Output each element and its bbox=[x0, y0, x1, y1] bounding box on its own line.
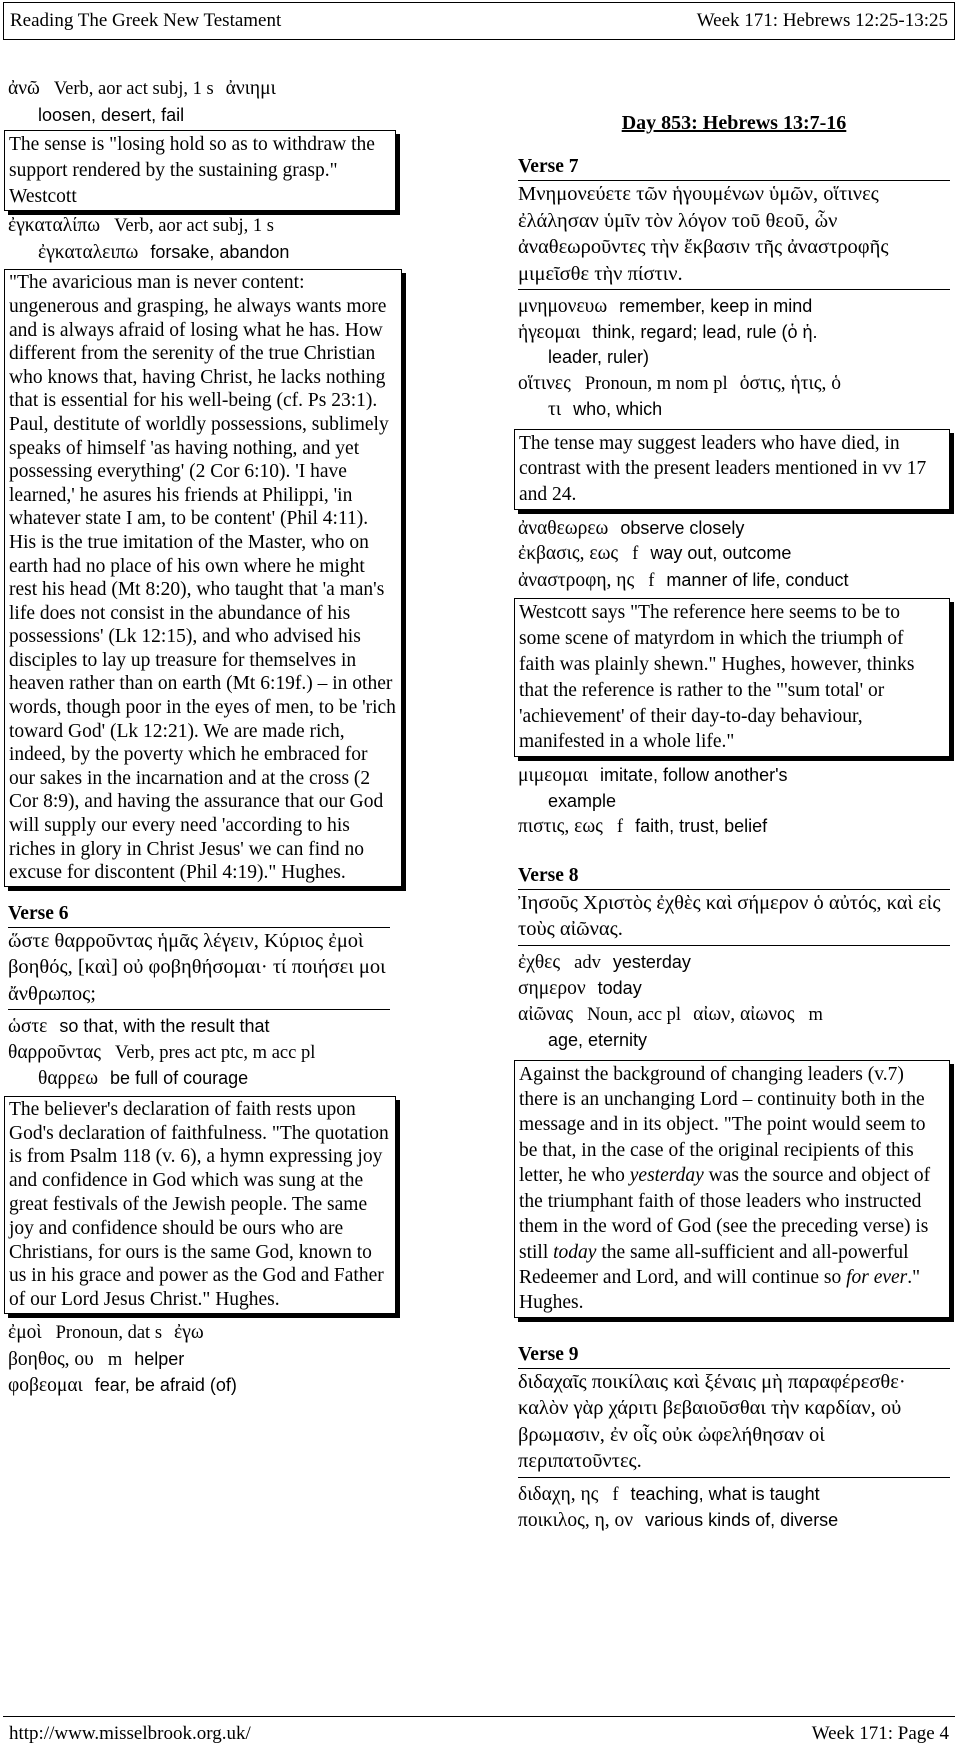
verse-6-greek-text: ὥστε θαρροῦντας ἡμᾶς λέγειν, Κύριος ἐμοὶ βοηθός, [καὶ] οὐ φοβηθήσομαι· τί ποιήσει μοι ἄνθρωπος; bbox=[8, 928, 390, 1011]
greek-word: οἵτινες bbox=[518, 372, 571, 394]
verse-9-heading: Verse 9 bbox=[518, 1342, 950, 1369]
gloss: so that, with the result that bbox=[59, 1016, 270, 1037]
page-number: Week 171: Page 4 bbox=[811, 1723, 949, 1744]
gloss: be full of courage bbox=[110, 1068, 249, 1089]
greek-word: ἐκβασις, εως bbox=[518, 543, 619, 565]
vocab-entry-anastrofh bbox=[518, 568, 950, 595]
vocab-entry-wste bbox=[8, 1014, 444, 1040]
commentary-note-westcott-hughes: Westcott says "The reference here seems to be to some scene of matyrdom in which the triumph of faith was plainly shewn." Hughes, however, thinks that the reference is rather to the "'sum total' or 'achievement' of their day-to-day behaviour, manifested in a whole life." bbox=[514, 598, 950, 757]
greek-word: ποικιλος, η, ον bbox=[518, 1510, 634, 1532]
verse-8-heading: Verse 8 bbox=[518, 863, 950, 890]
vocab-entry-poikilos bbox=[518, 1508, 950, 1534]
parsing: Noun, acc pl bbox=[587, 1004, 682, 1025]
greek-word: ἐγκαταλίπω bbox=[8, 215, 101, 237]
gloss: various kinds of, diverse bbox=[645, 1510, 839, 1531]
vocab-entry-exthes bbox=[518, 950, 950, 977]
gender: f bbox=[648, 570, 655, 591]
commentary-note-tense: The tense may suggest leaders who have died, in contrast with the present leaders mentioned in vv 17 and 24. bbox=[514, 429, 950, 510]
gloss: teaching, what is taught bbox=[630, 1483, 820, 1504]
greek-word: φοβεομαι bbox=[8, 1375, 83, 1396]
parsing: Verb, pres act ptc, m acc pl bbox=[115, 1042, 316, 1063]
vocab-entry-anatheorew bbox=[518, 516, 950, 542]
gloss: age, eternity bbox=[548, 1030, 648, 1051]
commentary-note-verse-8 bbox=[514, 1060, 950, 1318]
gloss: observe closely bbox=[620, 517, 745, 538]
greek-word: σημερον bbox=[518, 978, 586, 1000]
vocab-entry-aiwnas bbox=[518, 1002, 950, 1054]
gloss: loosen, desert, fail bbox=[38, 104, 185, 125]
greek-word: ἀναθεωρεω bbox=[518, 517, 609, 539]
page-header bbox=[3, 2, 955, 40]
verse-8-greek-text: Ἰησοῦς Χριστὸς ἐχθὲς καὶ σήμερον ὁ αὐτός, καὶ εἰς τοὺς αἰῶνας. bbox=[518, 890, 950, 946]
greek-word: ἡγεομαι bbox=[518, 321, 581, 343]
lexical-form: ὁστις, ἡτις, ὁ bbox=[739, 372, 842, 394]
greek-word: πιστις, εως bbox=[518, 816, 603, 838]
gloss-continued: example bbox=[548, 790, 617, 811]
gloss: helper bbox=[134, 1348, 185, 1369]
commentary-text-d: ." Hughes. bbox=[519, 1266, 921, 1314]
greek-word: ὡστε bbox=[8, 1016, 48, 1038]
greek-word: θαρροῦντας bbox=[8, 1041, 102, 1063]
greek-word: ἐχθες bbox=[518, 951, 561, 973]
lexical-form: ἐγκαταλειπω bbox=[38, 241, 139, 263]
greek-word: βοηθος, ου bbox=[8, 1348, 94, 1370]
gloss: fear, be afraid (of) bbox=[94, 1375, 237, 1395]
parsing: Pronoun, m nom pl bbox=[584, 373, 728, 394]
lexical-form: αἰων, αἰωνος bbox=[693, 1003, 795, 1025]
vocab-entry-didaxh bbox=[518, 1482, 950, 1509]
commentary-note-verse-6: The believer's declaration of faith rests upon God's declaration of faithfulness. "The quotation is from Psalm 118 (v. 6), a hymn expressing joy and confidence in God which was sung at the great festivals of the Jewish people. The same joy and confidence should be ours who are Christians, for ours is the same God, known to us in his grace and power as the God and Father of our Lord Jesus Christ." Hughes. bbox=[4, 1096, 396, 1314]
commentary-note-hughes bbox=[4, 269, 402, 886]
vocab-entry-hgeomai bbox=[518, 320, 950, 371]
verse-7-greek-text: Μνημονεύετε τῶν ἡγουμένων ὑμῶν, οἵτινες ἐλάλησαν ὑμῖν τὸν λόγον τοῦ θεοῦ, ὧν ἀναθεωροῦντες τὴν ἔκβασιν τῆς ἀναστροφῆς μιμεῖσθε τὴν πίστιν. bbox=[518, 181, 950, 290]
lexical-form: θαρρεω bbox=[38, 1068, 99, 1090]
verse-6-heading: Verse 6 bbox=[8, 901, 390, 928]
vocab-entry-shmeron bbox=[518, 976, 950, 1002]
vocab-entry-emoi bbox=[8, 1320, 444, 1347]
lexical-form-continued: τι bbox=[548, 399, 562, 420]
vocab-entry-mnhmoneuw bbox=[518, 294, 950, 320]
gender: m bbox=[808, 1004, 823, 1025]
gender: f bbox=[616, 817, 624, 838]
vocab-entry-tharrountas bbox=[8, 1040, 444, 1092]
vocab-entry-fobeomai bbox=[8, 1373, 444, 1399]
right-column bbox=[518, 90, 950, 1534]
commentary-text-c: the same all-sufficient and all-powerful Redeemer and Lord, and will continue so bbox=[519, 1241, 909, 1288]
greek-word: διδαχη, ης bbox=[518, 1483, 599, 1505]
page-footer bbox=[3, 1716, 955, 1744]
greek-word: αἰῶνας bbox=[518, 1003, 574, 1025]
greek-word: ἀναστροφη, ης bbox=[518, 569, 635, 591]
vocab-entry-bohthos bbox=[8, 1347, 444, 1374]
vocab-entry-ekbasis bbox=[518, 541, 950, 568]
gender: m bbox=[107, 1349, 123, 1370]
gloss: forsake, abandon bbox=[150, 241, 290, 262]
greek-word: ἐμοὶ bbox=[8, 1322, 42, 1343]
vocab-entry-egkatalipw bbox=[8, 213, 444, 265]
gloss: faith, trust, belief bbox=[635, 816, 768, 837]
lexical-form: ἐγω bbox=[174, 1322, 204, 1343]
vocab-entry-pistis bbox=[518, 814, 950, 841]
commentary-text-b: was the source and object of the triumphant faith of those leaders who instructed them in the word of God (see the preceding verse) is still bbox=[519, 1165, 931, 1263]
gloss: yesterday bbox=[612, 951, 691, 972]
parsing: Pronoun, dat s bbox=[55, 1323, 163, 1343]
gloss: who, which bbox=[573, 399, 663, 419]
vocab-entry-mimeomai bbox=[518, 763, 950, 814]
verse-7-heading: Verse 7 bbox=[518, 154, 950, 181]
commentary-text: "The avaricious man is never content: ungenerous and grasping, he always wants more and is always afraid of losing what he has. How different from the serenity of the true Christian who knows that, having Christ, he lacks nothing that is essential for his well-being (cf. Ps 23:1). Paul, destitute of worldly possessions, sublimely speaks of himself 'as having nothing, and yet possessing everything' (2 Cor 6:10). 'I have learned,' he asures his friends at Philippi, 'in whatever state I am, to be content' (Phil 4:11). His is the true imitation of the Master, who on earth had no place of his own where he might rest his head (Mt 8:20), who taught that 'a man's life does not consist in the abundance of his possessions' (Lk 12:15), and who advised his disciples to lay up treasure for themselves in heaven rather than on earth (Mt 6:19f.) – in other words, though poor in the eyes of men, to be 'rich toward God' (Lk 12:21). We are made rich, indeed, by the poverty which he embraced for our sakes in the incarnation and at the cross (2 Cor 8:9), and having the assurance that our God will supply our every need 'according to his riches in glory in Christ Jesus' we can find no excuse for discontent (Phil 4:19)." Hughes. bbox=[9, 272, 396, 884]
website-url[interactable]: http://www.misselbrook.org.uk/ bbox=[9, 1723, 251, 1744]
part-of-speech: adv bbox=[574, 952, 601, 973]
parsing: Verb, aor act subj, 1 s bbox=[53, 79, 214, 99]
greek-word: ἀνῶ bbox=[8, 78, 40, 99]
commentary-emphasis-forever: for ever bbox=[846, 1266, 908, 1288]
lexical-form: ἀνιημι bbox=[225, 78, 276, 99]
gender: f bbox=[612, 1484, 619, 1505]
verse-9-greek-text: διδαχαῖς ποικίλαις καὶ ξέναις μὴ παραφέρεσθε· καλὸν γὰρ χάριτι βεβαιοῦσθαι τὴν καρδίαν, οὐ βρωμασιν, ἐν οἷς οὐκ ὠφελήθησαν οἱ περιπατοῦντες. bbox=[518, 1369, 950, 1478]
gender: f bbox=[632, 544, 639, 565]
left-column bbox=[8, 76, 444, 1399]
vocab-entry-anw bbox=[8, 76, 444, 128]
book-title: Reading The Greek New Testament bbox=[10, 10, 282, 31]
commentary-emphasis-today: today bbox=[553, 1241, 597, 1263]
greek-word: μιμεομαι bbox=[518, 765, 589, 787]
gloss: way out, outcome bbox=[650, 543, 792, 564]
commentary-note-westcott: The sense is "losing hold so as to withdraw the support rendered by the sustaining grasp." Westcott bbox=[4, 130, 396, 211]
gloss: today bbox=[597, 978, 642, 999]
commentary-emphasis-yesterday: yesterday bbox=[629, 1165, 704, 1187]
gloss: imitate, follow another's bbox=[600, 765, 788, 786]
parsing: Verb, aor act subj, 1 s bbox=[114, 216, 274, 237]
gloss: think, regard; lead, rule (ὁ ἡ. bbox=[592, 321, 818, 342]
gloss: manner of life, conduct bbox=[666, 569, 849, 590]
day-heading: Day 853: Hebrews 13:7-16 bbox=[621, 112, 847, 134]
commentary-text-a: Against the background of changing leaders (v.7) there is an unchanging Lord – continuity both in the message and in its object. "The point would seem to be that, in the case of the original recipients of this letter, he who bbox=[519, 1063, 926, 1187]
week-reference: Week 171: Hebrews 12:25-13:25 bbox=[696, 10, 948, 31]
gloss-continued: leader, ruler) bbox=[548, 347, 650, 367]
vocab-entry-oitines bbox=[518, 371, 950, 423]
gloss: remember, keep in mind bbox=[619, 296, 813, 316]
greek-word: μνημονευω bbox=[518, 296, 608, 317]
